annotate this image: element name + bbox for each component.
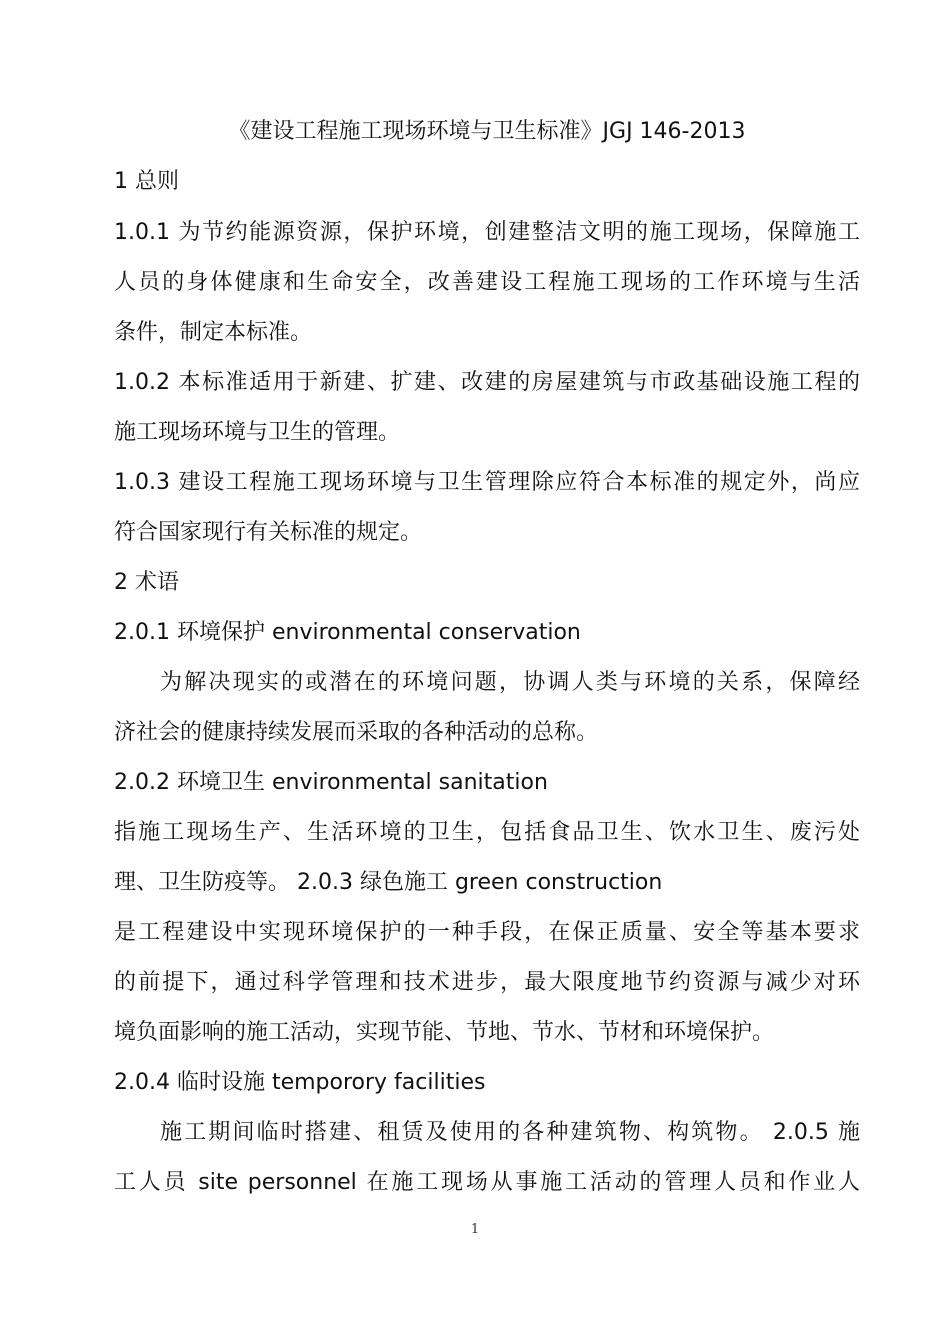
page-number: 1 (470, 1222, 480, 1237)
heading-terms: 2 术语 (114, 570, 179, 595)
paragraph-line: 境负面影响的施工活动，实现节能、节地、节水、节材和环境保护。 (114, 1020, 775, 1045)
paragraph-line: 符合国家现行有关标准的规定。 (114, 520, 423, 545)
document-title: 《建设工程施工现场环境与卫生标准》JGJ 146-2013 (228, 119, 746, 144)
term-heading: 2.0.4 临时设施 temporory facilities (114, 1070, 486, 1095)
paragraph-line: 条件，制定本标准。 (114, 320, 313, 345)
paragraph-line: 施工现场环境与卫生的管理。 (114, 420, 401, 445)
heading-general-provisions: 1 总则 (114, 169, 179, 194)
paragraph-line: 1.0.3 建设工程施工现场环境与卫生管理除应符合本标准的规定外，尚应 (114, 470, 860, 495)
paragraph-line: 工人员 site personnel 在施工现场从事施工活动的管理人员和作业人 (114, 1170, 860, 1195)
paragraph-line: 1.0.1 为节约能源资源，保护环境，创建整洁文明的施工现场，保障施工 (114, 220, 860, 245)
paragraph-line: 人员的身体健康和生命安全，改善建设工程施工现场的工作环境与生活 (114, 270, 860, 295)
paragraph-line: 理、卫生防疫等。 2.0.3 绿色施工 green construction (114, 870, 663, 895)
term-heading: 2.0.1 环境保护 environmental conservation (114, 620, 581, 645)
paragraph-line: 施工期间临时搭建、租赁及使用的各种建筑物、构筑物。 2.0.5 施 (160, 1120, 860, 1145)
paragraph-line: 为解决现实的或潜在的环境问题，协调人类与环境的关系，保障经 (160, 670, 860, 695)
paragraph-line: 的前提下，通过科学管理和技术进步，最大限度地节约资源与减少对环 (114, 970, 860, 995)
paragraph-line: 1.0.2 本标准适用于新建、扩建、改建的房屋建筑与市政基础设施工程的 (114, 370, 860, 395)
paragraph-line: 指施工现场生产、生活环境的卫生，包括食品卫生、饮水卫生、废污处 (114, 820, 860, 845)
paragraph-line: 济社会的健康持续发展而采取的各种活动的总称。 (114, 720, 599, 745)
term-heading: 2.0.2 环境卫生 environmental sanitation (114, 770, 548, 795)
paragraph-line: 是工程建设中实现环境保护的一种手段，在保正质量、安全等基本要求 (114, 920, 860, 945)
